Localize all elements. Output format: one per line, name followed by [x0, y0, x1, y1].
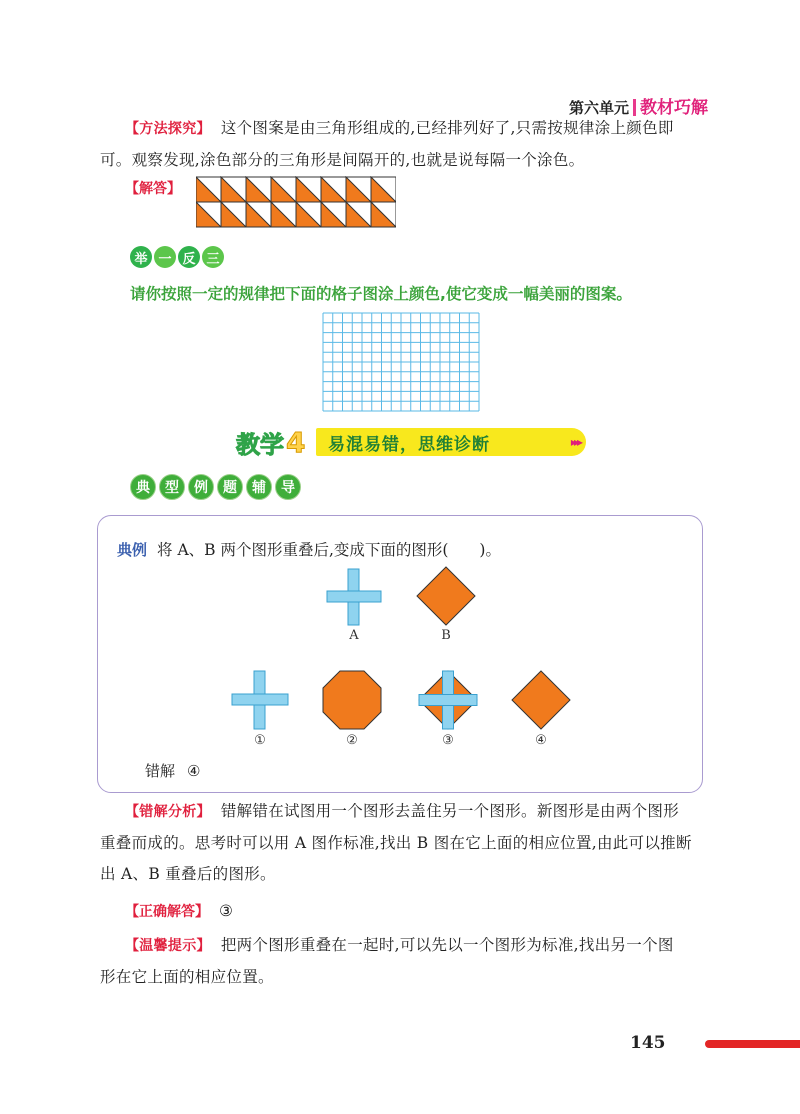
option-2-label: ②: [346, 733, 358, 748]
typ-badge-1: 典: [130, 474, 156, 500]
typ-badge-4: 题: [217, 474, 243, 500]
correct-answer-row: [125, 901, 233, 921]
triangle-pattern: [196, 176, 396, 228]
example-question: 将 A、B 两个图形重叠后,变成下面的图形( )。: [157, 541, 501, 559]
section-banner: [230, 426, 600, 458]
method-paragraph: [100, 113, 700, 176]
tip-line-2: 形在它上面的相应位置。: [100, 968, 274, 986]
typ-badge-3: 例: [188, 474, 214, 500]
page-number-bar: [705, 1040, 800, 1048]
section-label-wrap: [230, 426, 311, 458]
shape-b-diamond: [416, 566, 476, 626]
practice-badges: [130, 246, 224, 268]
page-number: 145: [630, 1033, 666, 1053]
wrong-value: ④: [187, 762, 201, 780]
unit-label: 第六单元: [568, 99, 629, 117]
option-1-label: ①: [254, 733, 266, 748]
error-analysis: [100, 796, 700, 890]
option-3-label: ③: [442, 733, 454, 748]
method-line-2: 可。观察发现,涂色部分的三角形是间隔开的,也就是说每隔一个涂色。: [100, 151, 585, 169]
section-number: 4: [286, 425, 306, 459]
shape-a-cross: [326, 568, 382, 626]
typ-badge-2: 型: [159, 474, 185, 500]
answer-tag-wrap: [125, 178, 191, 198]
typical-badges: [130, 474, 301, 500]
correct-tag: 【正确解答】: [125, 904, 209, 920]
option-2-shape: [322, 670, 382, 730]
badge-4: 三: [202, 246, 224, 268]
section-title-bar: [316, 428, 586, 456]
error-line-2: 重叠而成的。思考时可以用 A 图作标准,找出 B 图在它上面的相应位置,由此可以推断: [100, 834, 692, 852]
correct-value: ③: [219, 902, 233, 920]
example-question-row: [117, 538, 501, 560]
badge-3: 反: [178, 246, 200, 268]
header-title: 教材巧解: [640, 98, 708, 118]
error-tag: 【错解分析】: [125, 804, 211, 820]
error-line-1: 错解错在试图用一个图形去盖住另一个图形。新图形是由两个图形: [220, 802, 680, 820]
method-line-1: 这个图案是由三角形组成的,已经排列好了,只需按规律涂上颜色即: [220, 119, 674, 137]
badge-2: 一: [154, 246, 176, 268]
section-title: 易混易错，思维诊断: [328, 434, 490, 455]
option-4-label: ④: [535, 733, 547, 748]
option-1-shape: [231, 670, 289, 730]
error-line-3: 出 A、B 重叠后的图形。: [100, 865, 276, 883]
example-label: 典例: [117, 541, 148, 559]
typ-badge-6: 导: [275, 474, 301, 500]
section-label: 教学: [236, 430, 284, 459]
method-tag: 【方法探究】: [125, 121, 211, 137]
wrong-label: 错解: [145, 762, 176, 780]
practice-task: 请你按照一定的规律把下面的格子图涂上颜色,使它变成一幅美丽的图案。: [130, 285, 632, 303]
wrong-answer-row: [145, 760, 200, 781]
tip-tag: 【温馨提示】: [125, 938, 211, 954]
typ-badge-5: 辅: [246, 474, 272, 500]
tip-line-1: 把两个图形重叠在一起时,可以先以一个图形为标准,找出另一个图: [220, 936, 674, 954]
shape-a-label: A: [349, 628, 359, 643]
coloring-grid[interactable]: [322, 312, 480, 412]
option-3-shape: [418, 670, 478, 730]
badge-1: 举: [130, 246, 152, 268]
option-4-shape: [511, 670, 571, 730]
answer-tag: 【解答】: [125, 181, 181, 197]
shape-b-label: B: [441, 628, 451, 643]
arrows-icon: ▸▸▸: [570, 435, 580, 449]
tip-paragraph: [100, 930, 700, 993]
